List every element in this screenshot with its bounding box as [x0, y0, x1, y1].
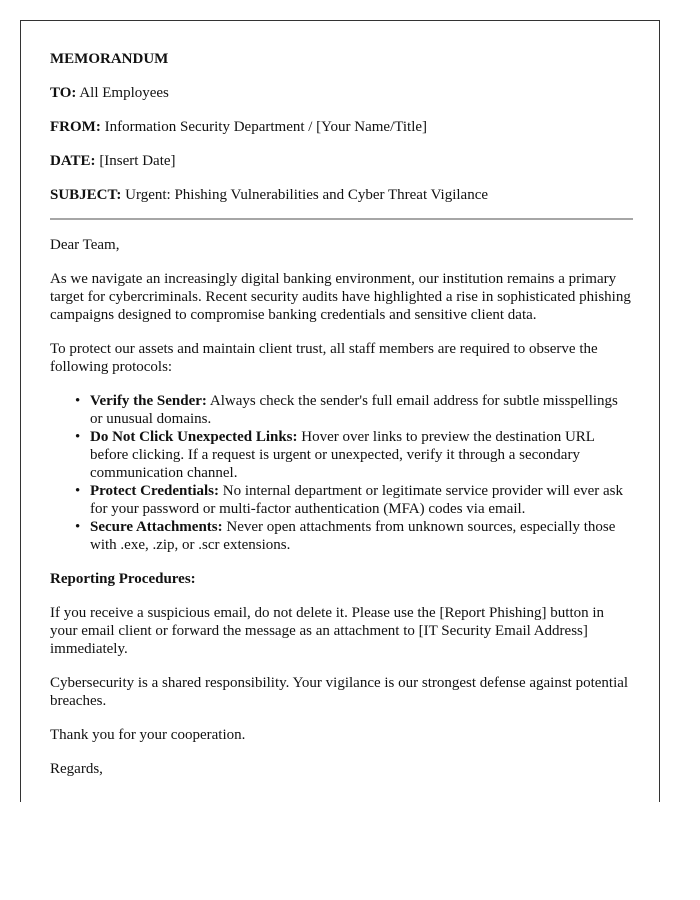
- memo-from-line: [50, 118, 633, 136]
- header-divider: [50, 218, 633, 220]
- protocols-list: [50, 392, 633, 554]
- memo-subject-line: [50, 186, 633, 204]
- memo-date-line: [50, 152, 633, 170]
- protocol-text: Hover over links to preview the destination URL before clicking. If a request is urgent or unexpected, verify it through a secondary communication channel.: [90, 429, 595, 481]
- subject-value: Urgent: Phishing Vulnerabilities and Cyber Threat Vigilance: [121, 187, 489, 203]
- protocol-label: Verify the Sender:: [90, 393, 207, 409]
- protocol-text: No internal department or legitimate service provider will ever ask for your password or multi-factor authentication (MFA) codes via email.: [90, 483, 624, 517]
- greeting: Dear Team,: [50, 237, 120, 253]
- protocol-item-protect-credentials: [75, 482, 633, 518]
- protocol-item-unexpected-links: [75, 428, 633, 482]
- signoff: Regards,: [50, 761, 103, 777]
- protocol-label: Secure Attachments:: [90, 519, 223, 535]
- subject-label: SUBJECT:: [50, 187, 122, 203]
- bullet-icon: •: [75, 429, 81, 445]
- memo-title: MEMORANDUM: [50, 51, 169, 67]
- closing-paragraph: Cybersecurity is a shared responsibility. Your vigilance is our strongest defense against potential breaches.: [50, 675, 629, 709]
- date-label: DATE:: [50, 153, 96, 169]
- reporting-heading: Reporting Procedures:: [50, 571, 196, 587]
- reporting-paragraph: If you receive a suspicious email, do not delete it. Please use the [Report Phishing] button in your email client or forward the message as an attachment to [IT Security Email Address] immediately.: [50, 605, 605, 657]
- protocol-label: Protect Credentials:: [90, 483, 219, 499]
- thanks-line: Thank you for your cooperation.: [50, 727, 246, 743]
- from-value: Information Security Department / [Your Name/Title]: [100, 119, 428, 135]
- protocol-item-secure-attachments: [75, 518, 633, 554]
- protocol-text: Never open attachments from unknown sources, especially those with .exe, .zip, or .scr extensions.: [90, 519, 616, 553]
- memo-content: [50, 50, 633, 794]
- bullet-icon: •: [75, 393, 81, 409]
- bullet-icon: •: [75, 483, 81, 499]
- protocol-text: Always check the sender's full email address for subtle misspellings or unusual domains.: [90, 393, 618, 427]
- protocols-intro: To protect our assets and maintain client trust, all staff members are required to observe the following protocols:: [50, 341, 598, 375]
- from-label: FROM:: [50, 119, 101, 135]
- protocol-item-verify-sender: [75, 392, 633, 428]
- memo-page: [20, 20, 660, 802]
- protocol-label: Do Not Click Unexpected Links:: [90, 429, 298, 445]
- memo-to-line: [50, 84, 633, 102]
- to-label: TO:: [50, 85, 77, 101]
- bullet-icon: •: [75, 519, 81, 535]
- date-value: [Insert Date]: [95, 153, 176, 169]
- to-value: All Employees: [76, 85, 169, 101]
- intro-paragraph: As we navigate an increasingly digital banking environment, our institution remains a primary target for cybercriminals. Recent security audits have highlighted a rise in sophisticated phishing campaigns designed to compromise banking credentials and sensitive client data.: [50, 271, 631, 323]
